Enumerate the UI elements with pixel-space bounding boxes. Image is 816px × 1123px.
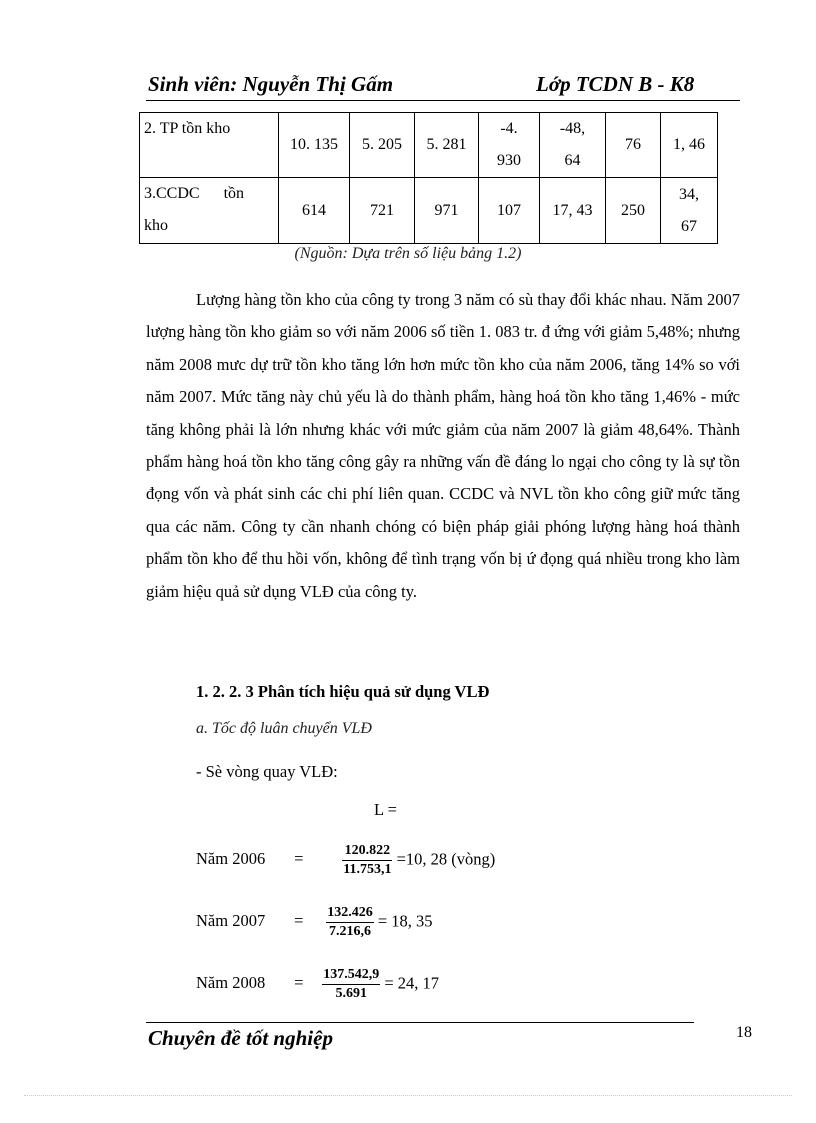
table-cell: 10. 135 [279,113,350,178]
table-cell: -48, 64 [540,113,606,178]
table-cell: 250 [606,178,661,244]
table-row [140,113,718,178]
fraction-denominator: 7.216,6 [329,924,371,939]
section-heading: 1. 2. 2. 3 Phân tích hiệu quả sử dụng VLĐ [196,682,490,701]
footer-rule [146,1022,694,1023]
fraction-numerator: 120.822 [342,842,392,861]
bullet-item: - Sè vòng quay VLĐ: [196,762,338,781]
fraction-denominator: 11.753,1 [343,862,392,877]
table-cell: 107 [479,178,540,244]
table-cell: 1, 46 [661,113,718,178]
body-paragraph: Lượng hàng tồn kho của công ty trong 3 năm có sù thay đổi khác nhau. Năm 2007 lượng hàng tồn kho giảm so với năm 2006 số tiền 1. 083 tr. đ ứng với giảm 5,48%; nhưng năm 2008 mưc dự trữ tồn kho tăng lớn hơn mức tồn kho của năm 2006, tăng 14% so với năm 2007. Mức tăng này chủ yếu là do thành phẩm, hàng hoá tồn kho tăng 1,46% - mức tăng không phải là lớn nhưng khác với mức giảm của năm 2007 là giảm 48,64%. Thành phẩm hàng hoá tồn kho tăng công gây ra những vấn đề đáng lo ngại cho công ty là sự tồn đọng vốn và phát sinh các chi phí liên quan. CCDC và NVL tồn kho công giữ mức tăng qua các năm. Công ty cần nhanh chóng có biện pháp giải phóng lượng hàng hoá thành phẩm tồn kho để thu hồi vốn, không để tình trạng vốn bị ứ đọng quá nhiều trong kho làm giảm hiệu quả sử dụng VLĐ của công ty. [146,290,740,601]
equals-sign: = [294,911,304,931]
formula-row-2007 [196,904,433,941]
fraction-numerator: 132.426 [326,904,374,923]
formula-label: L = [374,800,397,819]
formula-row-2006 [196,842,495,879]
table-cell: 971 [415,178,479,244]
fraction-denominator: 5.691 [335,986,367,1001]
table-cell: 721 [350,178,415,244]
inventory-table [139,112,718,244]
year-label: Năm 2008 [196,973,266,993]
table-cell: 76 [606,113,661,178]
formula-row-2008 [196,966,439,1003]
fraction [322,966,380,1003]
table-cell: 5. 281 [415,113,479,178]
year-label: Năm 2006 [196,849,266,869]
table-row-label: 3.CCDC tồn kho [140,178,279,244]
table-source-caption: (Nguồn: Dựa trên số liệu bảng 1.2) [294,245,522,262]
equals-sign: = [294,973,304,993]
header-class: Lớp TCDN B - K8 [536,72,695,96]
header-rule [146,100,740,101]
subsection-heading: a. Tốc độ luân chuyển VLĐ [196,720,372,737]
table-cell: 17, 43 [540,178,606,244]
page-bottom-divider [24,1095,792,1096]
result-value: = 24, 17 [384,973,440,993]
table-cell: -4. 930 [479,113,540,178]
equals-sign: = [294,849,304,869]
header-student-name: Sinh viên: Nguyễn Thị Gấm [148,72,394,96]
year-label: Năm 2007 [196,911,266,931]
fraction [342,842,392,879]
fraction [326,904,374,941]
table-row [140,178,718,244]
page-number: 18 [736,1024,752,1041]
result-value: = 18, 35 [377,911,433,931]
fraction-numerator: 137.542,9 [322,966,380,985]
footer-title: Chuyên đề tốt nghiệp [148,1026,333,1050]
table-cell: 5. 205 [350,113,415,178]
table-row-label: 2. TP tồn kho [140,113,279,178]
table-cell: 34, 67 [661,178,718,244]
result-value: =10, 28 (vòng) [396,849,496,869]
table-cell: 614 [279,178,350,244]
